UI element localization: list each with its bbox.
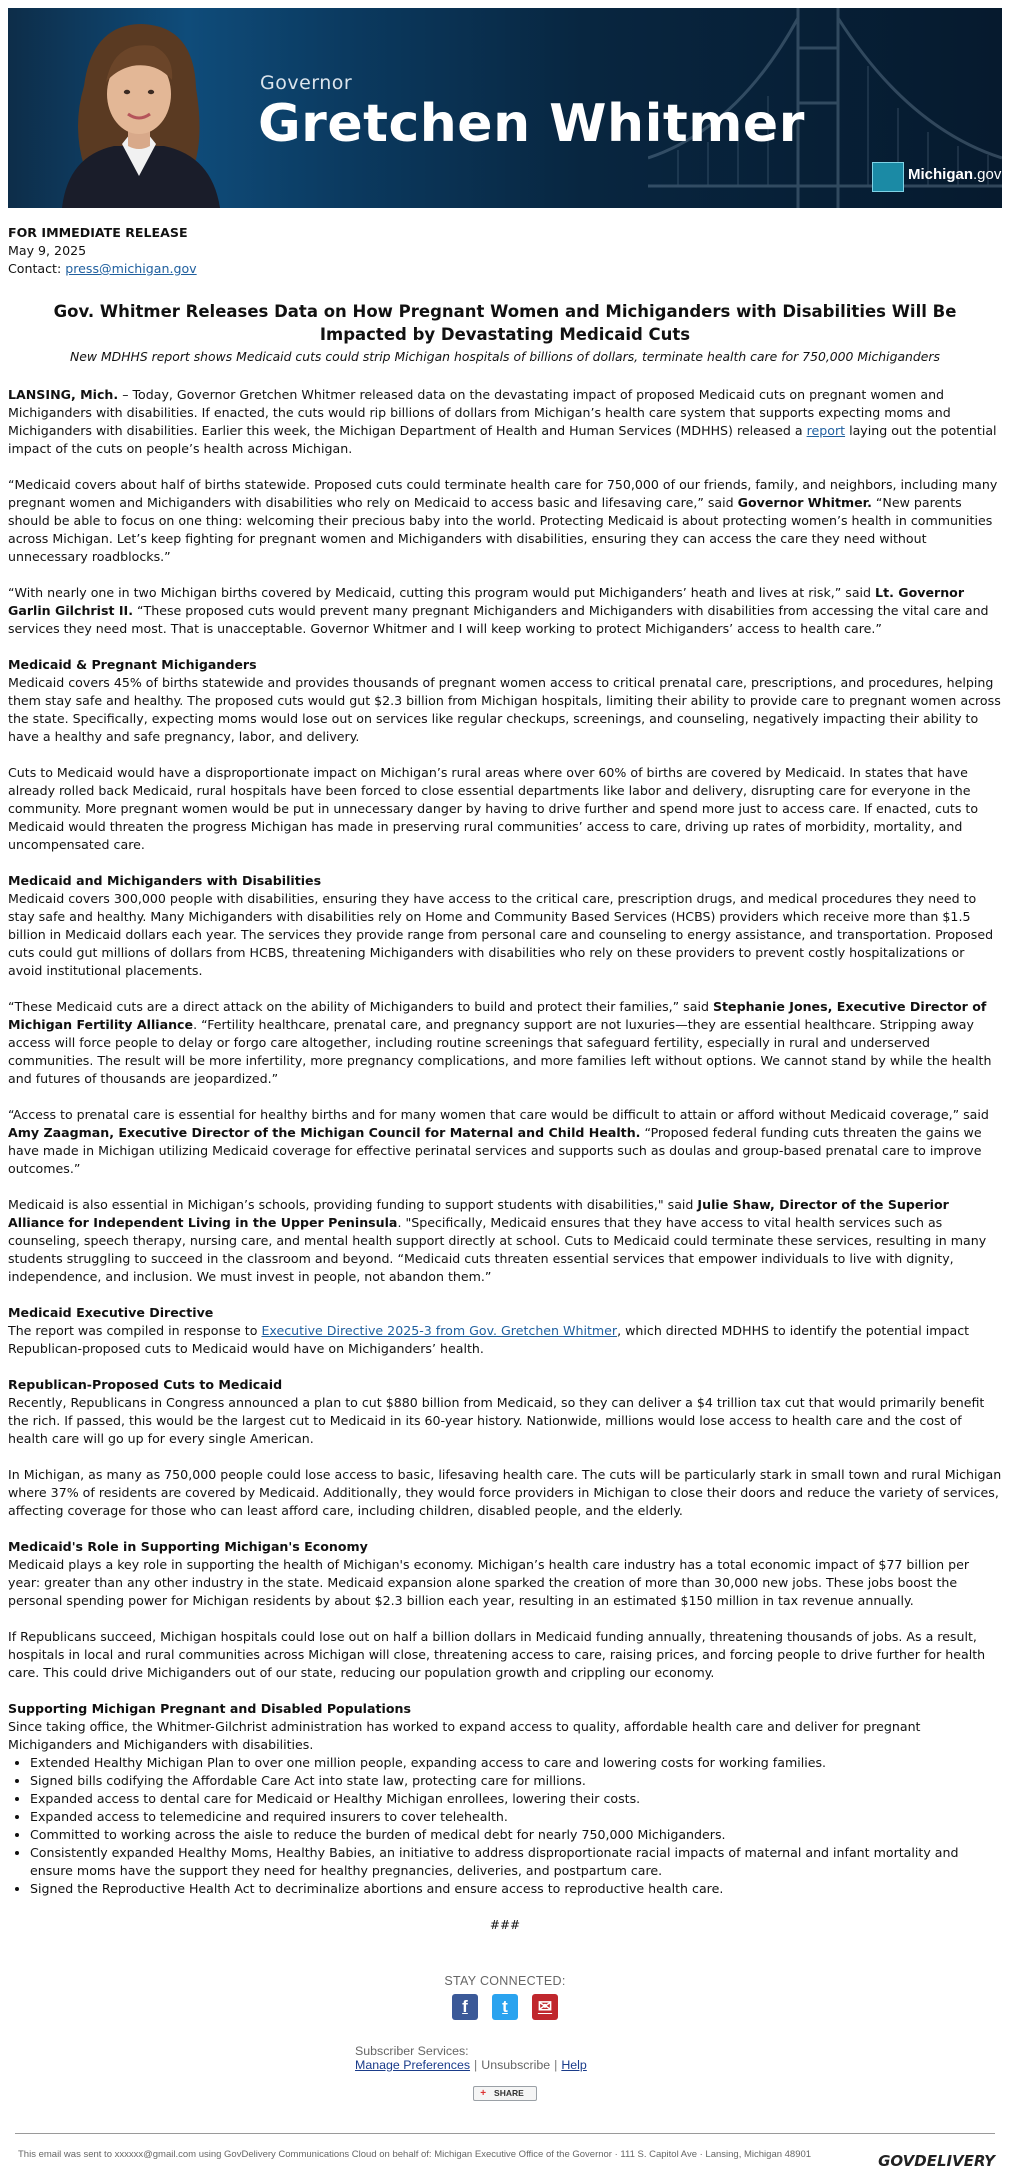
quote-speaker: Governor Whitmer. [737,495,872,510]
section-heading: Medicaid & Pregnant Michiganders [8,657,257,672]
quote-text: . “Fertility healthcare, prenatal care, and pregnancy support are not luxuries—they are essential healthcare. Stripping away access will force people to delay or forgo care altogether, including routine screenings that safeguard fertility, especially in rural and underserved communities. The result will be more infertility, more pregnancy complications, and more families left without options. We cannot stand by while the health and futures of thousands are jeopardized.” [8,1017,992,1086]
paragraph: Recently, Republicans in Congress announced a plan to cut $880 billion from Medicaid, so they can deliver a $4 trillion tax cut that would primarily benefit the rich. If passed, this would be the largest cut to Medicaid in its 60-year history. Nationwide, millions would lose access to health care and the cost of health care will go up for every single American. [8,1395,985,1446]
paragraph: Medicaid covers 300,000 people with disabilities, ensuring they have access to the critical care, prescription drugs, and medical procedures they need to stay safe and healthy. Many Michiganders with disabilities rely on Home and Community Based Services (HCBS) providers which receive more than $1.5 billion in Medicaid dollars each year. The services they provide range from personal care and counseling to energy assistance, and transportation. Proposed cuts could gut millions of dollars from HCBS, threatening Michiganders with disabilities who rely on these providers to prevent costly hospitalizations or avoid institutional placements. [8,891,994,978]
release-label: FOR IMMEDIATE RELEASE [8,225,188,240]
list-item: • Expanded access to telemedicine and required insurers to cover telehealth. [30,1808,1002,1826]
quote-text: Medicaid is also essential in Michigan’s schools, providing funding to support students with disabilities," said [8,1197,698,1212]
social-links [0,1994,1010,2020]
header-banner [8,8,1002,208]
quote-text: “Proposed federal funding cuts threaten the gains we have made in Michigan utilizing Medicaid coverage for effective perinatal services and supports such as doulas and group-based prenatal care to improve outcomes.” [8,1125,982,1176]
section-heading: Medicaid's Role in Supporting Michigan's Economy [8,1539,368,1554]
section-heading: Supporting Michigan Pregnant and Disabled Populations [8,1701,411,1716]
list-item: • Committed to working across the aisle to reduce the burden of medical debt for nearly 750,000 Michiganders. [30,1826,1002,1844]
contact-email-link[interactable]: press@michigan.gov [65,261,197,276]
quote-speaker: Julie Shaw, Director of the Superior Alliance for Independent Living in the Upper Peninsula [8,1197,949,1230]
release-meta [8,224,1002,278]
quote-text: “Access to prenatal care is essential for healthy births and for many women that care would be difficult to attain or afford without Medicaid coverage,” said [8,1107,989,1122]
paragraph: Medicaid covers 45% of births statewide and provides thousands of pregnant women access to critical prenatal care, prescriptions, and procedures, helping them stay safe and healthy. The proposed cuts would gut $2.3 billion from Michigan hospitals, limiting their ability to provide care to pregnant women across the state. Specifically, expecting moms would lose out on services like regular checkups, screenings, and counseling, negatively impacting their ability to have a healthy and safe pregnancy, labor, and delivery. [8,675,1001,744]
quote-text: “Medicaid covers about half of births statewide. Proposed cuts could terminate health care for 750,000 of our friends, family, and neighbors, including many pregnant women and Michiganders with disabilities who rely on Medicaid to access basic and lifesaving care,” said [8,477,998,510]
intro-text-2: laying out the potential impact of the cuts on people’s health across Michigan. [8,423,997,456]
paragraph: In Michigan, as many as 750,000 people could lose access to basic, lifesaving health care. The cuts will be particularly stark in small town and rural Michigan where 37% of residents are covered by Medicaid. Additionally, they would force providers in Michigan to close their doors and reduce the variety of services, affecting coverage for those who can least afford care, including children, disabled people, and the elderly. [8,1467,1002,1518]
article [0,224,1010,1934]
quote-text: . "Specifically, Medicaid ensures that they have access to vital health services such as counseling, speech therapy, nursing care, and mental health support directly at school. Cuts to Medicaid could terminate these services, resulting in many students struggling to succeed in the classroom and beyond. “Medicaid cuts threaten essential services that empower individuals to live with dignity, independence, and inclusion. We must invest in people, not abandon them.” [8,1215,987,1284]
governor-label: Governor [260,72,353,94]
quote-text: “New parents should be able to focus on one thing: welcoming their precious baby into the world. Protecting Medicaid is about protecting women’s health in communities across Michigan. Let’s keep fighting for pregnant women and Michiganders with disabilities, ensuring they can access the care they need without unnecessary roadblocks.” [8,495,993,564]
plus-icon: + [480,2088,487,2099]
paragraph: Medicaid plays a key role in supporting the health of Michigan's economy. Michigan’s health care industry has a total economic impact of $77 billion per year: greater than any other industry in the state. Medicaid expansion alone sparked the creation of more than 30,000 new jobs. These jobs boost the personal spending power for Michigan residents by about $2.3 billion each year, resulting in an estimated $150 million in tax revenue annually. [8,1557,970,1608]
share-button[interactable] [473,2086,537,2101]
list-item: • Signed the Reproductive Health Act to decriminalize abortions and ensure access to reproductive health care. [30,1880,1002,1898]
gilchrist-quote [8,584,1002,638]
portrait-photo-icon [44,16,234,208]
subscriber-links [355,2058,655,2072]
quote-speaker: Stephanie Jones, Executive Director of Michigan Fertility Alliance [8,999,987,1032]
subscriber-services [355,2044,655,2072]
contact-line [8,260,1002,278]
quote-text: “These Medicaid cuts are a direct attack on the ability of Michiganders to build and protect their families,” said [8,999,713,1014]
governor-name: Gretchen Whitmer [258,94,805,154]
intro-paragraph [8,386,1002,458]
govdelivery-logo[interactable]: GOVDELIVERY [878,2152,995,2170]
michigan-logo-icon [872,162,904,192]
subheadline: New MDHHS report shows Medicaid cuts could strip Michigan hospitals of billions of dollars, terminate health care for 750,000 Michiganders [70,349,940,364]
dateline: LANSING, Mich. [8,387,119,402]
logo-strong: Michigan [908,166,974,183]
share-label: SHARE [494,2088,524,2098]
paragraph-text: , which directed MDHHS to identify the potential impact Republican-proposed cuts to Medicaid would have on Michiganders’ health. [8,1323,970,1356]
intro-text-1: – Today, Governor Gretchen Whitmer released data on the devastating impact of proposed Medicaid cuts on pregnant women and Michiganders with disabilities. If enacted, the cuts would rip billions of dollars from Michigan’s health care system that supports expecting moms and Michiganders with disabilities. Earlier this week, the Michigan Department of Health and Human Services (MDHHS) released a [8,387,951,438]
accomplishments-list [8,1754,1002,1898]
michigan-gov-logo-text[interactable] [908,166,1001,183]
section-heading: Republican-Proposed Cuts to Medicaid [8,1377,283,1392]
email-icon[interactable]: ✉ [532,1994,558,2020]
quote-speaker: Amy Zaagman, Executive Director of the Michigan Council for Maternal and Child Health. [8,1125,641,1140]
twitter-icon[interactable]: t [492,1994,518,2020]
unsubscribe-link[interactable]: Unsubscribe [481,2058,551,2072]
separator: | [554,2058,558,2072]
help-link[interactable]: Help [561,2058,587,2072]
shaw-quote [8,1196,1002,1286]
paragraph: If Republicans succeed, Michigan hospitals could lose out on half a billion dollars in Medicaid funding annually, threatening thousands of jobs. As a result, hospitals in local and rural communities across Michigan will close, threatening access to care, raising prices, and forcing people to drive further for health care. This could drive Michiganders out of our state, reducing our population growth and crippling our economy. [8,1629,986,1680]
footer-divider [15,2133,995,2134]
release-date: May 9, 2025 [8,243,87,258]
jones-quote [8,998,1002,1088]
paragraph: Since taking office, the Whitmer-Gilchrist administration has worked to expand access to quality, affordable health care and deliver for pregnant Michiganders and Michiganders with disabilities. [8,1719,921,1752]
contact-label: Contact: [8,261,66,276]
executive-directive-link[interactable]: Executive Directive 2025-3 from Gov. Gretchen Whitmer [261,1323,618,1338]
email-page [0,8,1010,2182]
subscriber-label: Subscriber Services: [355,2044,469,2058]
list-item: • Extended Healthy Michigan Plan to over one million people, expanding access to care and lowering costs for working families. [30,1754,1002,1772]
separator: | [474,2058,478,2072]
logo-rest: .gov [973,166,1002,183]
paragraph: Cuts to Medicaid would have a disproportionate impact on Michigan’s rural areas where over 60% of births are covered by Medicaid. In states that have already rolled back Medicaid, rural hospitals have been forced to close essential departments like labor and delivery, disrupting care for everyone in the community. More pregnant women would be put in unnecessary danger by having to drive further and spend more just to access care. If enacted, cuts to Medicaid would threaten the progress Michigan has made in preserving rural communities’ access to care, driving up rates of morbidity, mortality, and uncompensated care. [8,765,979,852]
headline: Gov. Whitmer Releases Data on How Pregnant Women and Michiganders with Disabilities Will Be Impacted by Devastating Medicaid Cuts [53,302,957,344]
whitmer-quote [8,476,1002,566]
zaagman-quote [8,1106,1002,1178]
section-heading: Medicaid Executive Directive [8,1305,214,1320]
report-link[interactable]: report [806,423,846,438]
section-heading: Medicaid and Michiganders with Disabilities [8,873,322,888]
list-item: • Expanded access to dental care for Medicaid or Healthy Michigan enrollees, lowering their costs. [30,1790,1002,1808]
directive-paragraph [8,1322,1002,1358]
manage-preferences-link[interactable]: Manage Preferences [355,2058,471,2072]
end-mark: ### [489,1918,521,1932]
quote-text: “With nearly one in two Michigan births covered by Medicaid, cutting this program would put Michiganders’ heath and lives at risk,” said [8,585,876,600]
paragraph-text: The report was compiled in response to [8,1323,262,1338]
list-item: • Signed bills codifying the Affordable Care Act into state law, protecting care for millions. [30,1772,1002,1790]
stay-connected-label: STAY CONNECTED: [444,1974,566,1988]
email-footer [0,1974,1010,2182]
sent-notice: This email was sent to xxxxxx@gmail.com using GovDelivery Communications Cloud on behalf of: Michigan Executive Office of the Governor · 111 S. Capitol Ave · Lansing, Michigan 48901 [18,2149,812,2160]
facebook-icon[interactable]: f [452,1994,478,2020]
footer-bottom [15,2142,995,2182]
quote-speaker: Lt. Governor Garlin Gilchrist II. [8,585,965,618]
list-item: • Consistently expanded Healthy Moms, Healthy Babies, an initiative to address disproportionate racial impacts of maternal and infant mortality and ensure moms have the support they need for healthy pregnancies, deliveries, and postpartum care. [30,1844,1002,1880]
quote-text: “These proposed cuts would prevent many pregnant Michiganders and Michiganders with disabilities from accessing the vital care and services they need most. That is unacceptable. Governor Whitmer and I will keep working to protect Michiganders’ access to health care.” [8,603,989,636]
